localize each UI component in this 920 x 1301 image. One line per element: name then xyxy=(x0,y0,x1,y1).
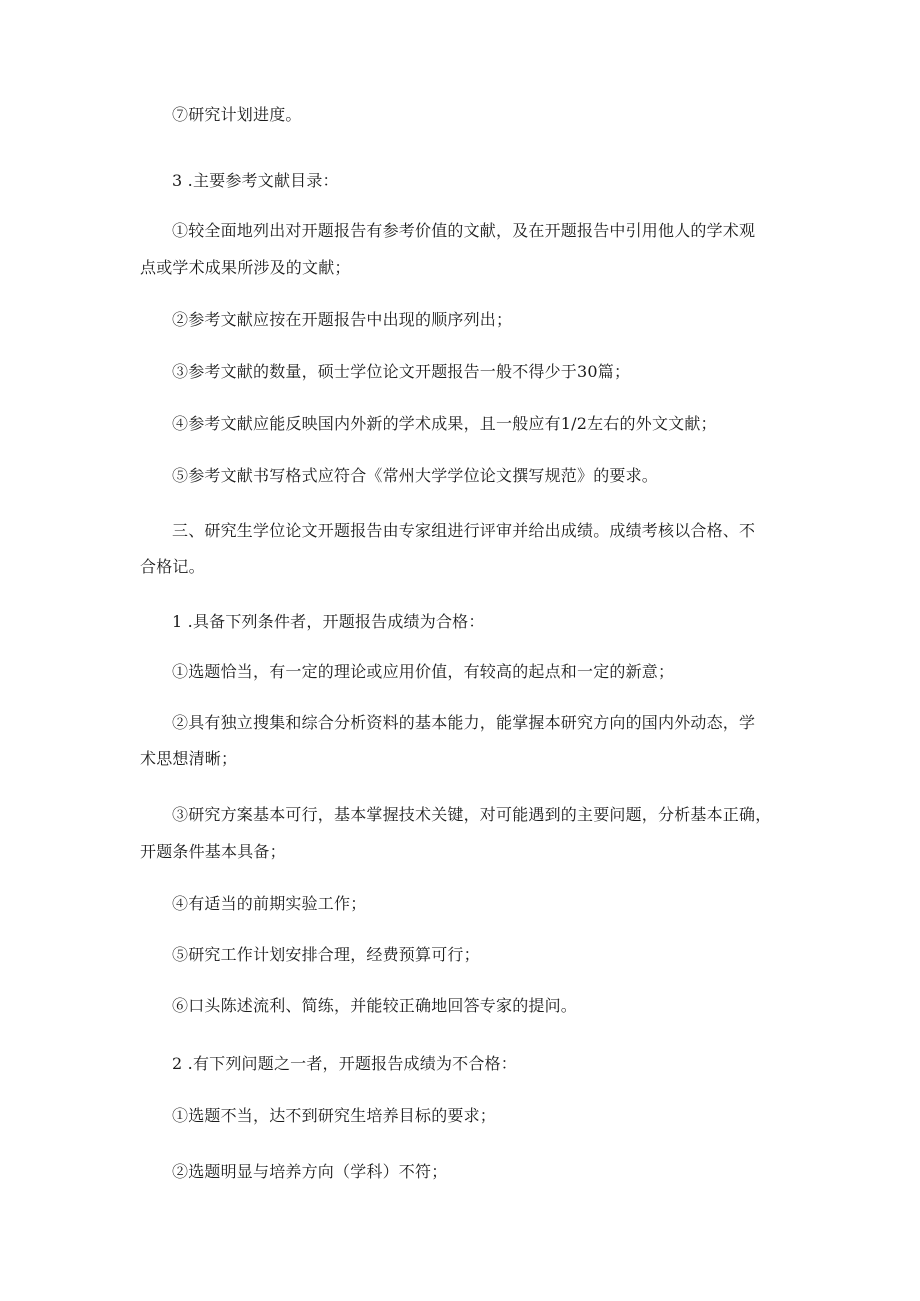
pass-item-3-line-1: ③研究方案基本可行，基本掌握技术关键，对可能遇到的主要问题，分析基本正确， xyxy=(172,805,772,824)
ref-item-2: ②参考文献应按在开题报告中出现的顺序列出； xyxy=(172,310,513,329)
ref-item-5: ⑤参考文献书写格式应符合《常州大学学位论文撰写规范》的要求。 xyxy=(172,466,659,485)
fail-item-2: ②选题明显与培养方向（学科）不符； xyxy=(172,1162,448,1181)
section-3-heading: 3 .主要参考文献目录： xyxy=(172,171,339,190)
pass-item-4: ④有适当的前期实验工作； xyxy=(172,894,367,913)
ref-item-1-line-1: ①较全面地列出对开题报告有参考价值的文献，及在开题报告中引用他人的学术观 xyxy=(172,221,756,240)
section-three-line-1: 三、研究生学位论文开题报告由专家组进行评审并给出成绩。成绩考核以合格、不 xyxy=(172,521,756,540)
fail-item-1: ①选题不当，达不到研究生培养目标的要求； xyxy=(172,1106,497,1125)
pass-item-5: ⑤研究工作计划安排合理，经费预算可行； xyxy=(172,945,480,964)
item-7-research-schedule: ⑦研究计划进度。 xyxy=(172,105,302,124)
section-three-line-2: 合格记。 xyxy=(140,557,205,576)
ref-item-3: ③参考文献的数量，硕士学位论文开题报告一般不得少于30篇； xyxy=(172,362,631,381)
pass-item-1: ①选题恰当，有一定的理论或应用价值，有较高的起点和一定的新意； xyxy=(172,662,675,681)
pass-item-2-line-2: 术思想清晰； xyxy=(140,749,238,768)
pass-item-3-line-2: 开题条件基本具备； xyxy=(140,842,286,861)
pass-criteria-heading: 1 .具备下列条件者，开题报告成绩为合格： xyxy=(172,612,485,631)
ref-item-4: ④参考文献应能反映国内外新的学术成果，且一般应有1/2左右的外文文献； xyxy=(172,414,717,433)
pass-item-6: ⑥口头陈述流利、简练，并能较正确地回答专家的提问。 xyxy=(172,996,578,1015)
fail-criteria-heading: 2 .有下列问题之一者，开题报告成绩为不合格： xyxy=(172,1054,517,1073)
ref-item-1-line-2: 点或学术成果所涉及的文献； xyxy=(140,258,351,277)
pass-item-2-line-1: ②具有独立搜集和综合分析资料的基本能力，能掌握本研究方向的国内外动态，学 xyxy=(172,713,756,732)
